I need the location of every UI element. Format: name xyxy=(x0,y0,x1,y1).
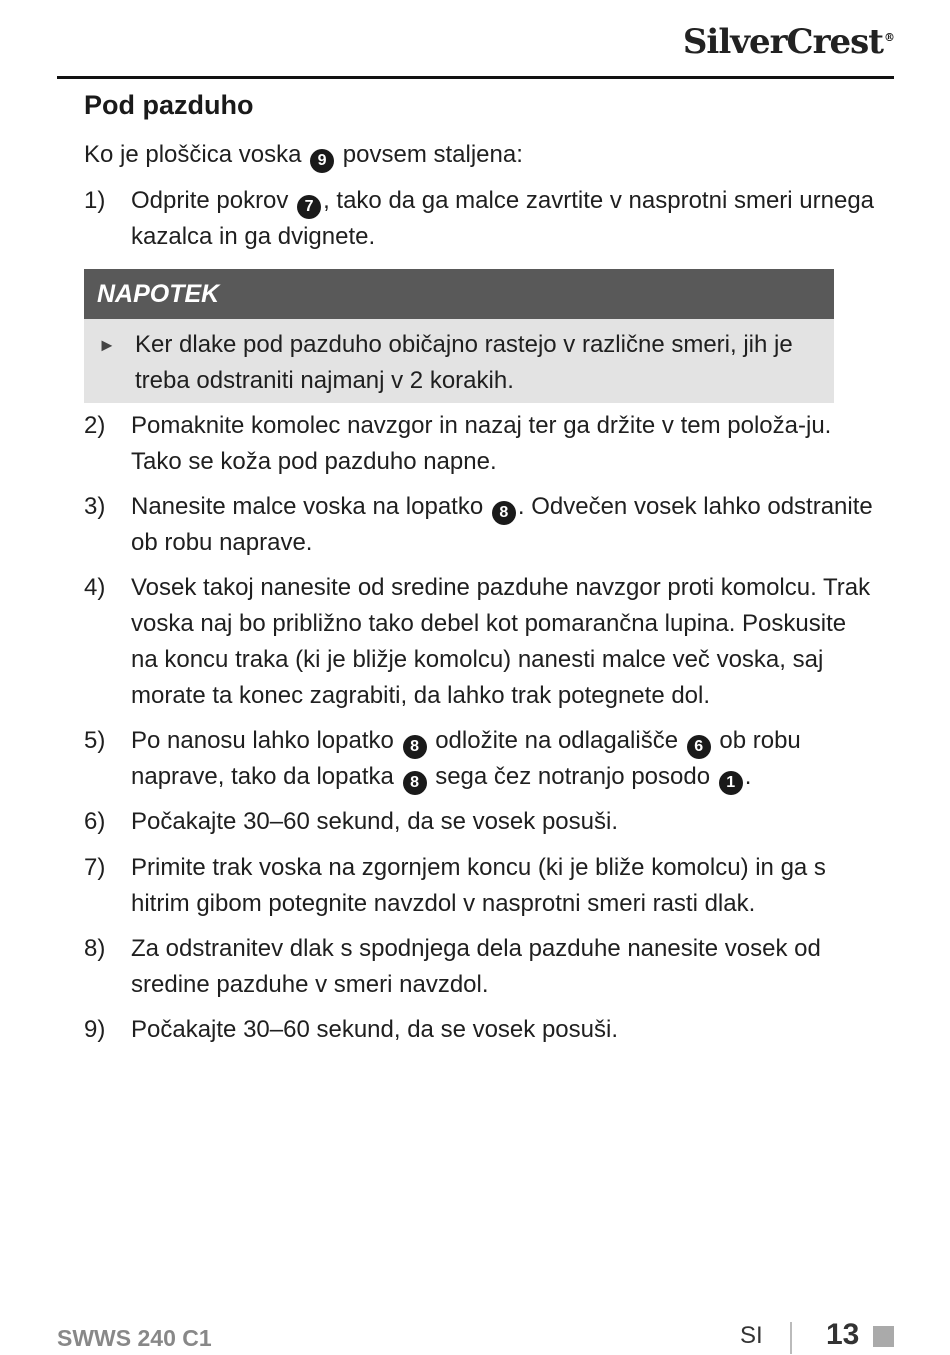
step-text: Nanesite malce voska na lopatko 8 . Odvečen vosek lahko odstranite ob robu naprave. xyxy=(131,493,873,556)
step-number: 5) xyxy=(84,727,106,754)
step-text: Počakajte 30–60 sekund, da se vosek posuši. xyxy=(131,1016,618,1043)
bullet-arrow-icon: ► xyxy=(98,335,116,355)
header-rule xyxy=(57,76,894,79)
step-number: 7) xyxy=(84,854,106,881)
ref-badge-6: 6 xyxy=(687,735,711,759)
step-number: 3) xyxy=(84,493,106,520)
step-6 xyxy=(84,804,874,840)
page-number: 13 xyxy=(826,1318,860,1351)
step-5 xyxy=(84,723,874,795)
step-text: Primite trak voska na zgornjem koncu (ki je bliže komolcu) in ga s hitrim gibom potegnite navzdol v nasprotni smeri rasti dlak. xyxy=(131,854,826,917)
step-text: Vosek takoj nanesite od sredine pazduhe navzgor proti komolcu. Trak voska naj bo približno tako debel kot pomarančna lupina. Poskusite na koncu traka (ki je bližje komolcu) nanesti malce več voska, saj morate ta konec zagrabiti, da lahko trak potegnete dol. xyxy=(131,574,871,709)
step-number: 8) xyxy=(84,935,106,962)
step-text: Odprite pokrov 7 , tako da ga malce zavrtite v nasprotni smeri urnega kazalca in ga dvignete. xyxy=(131,187,875,250)
ref-badge-8: 8 xyxy=(403,735,427,759)
registered-mark: ® xyxy=(884,30,894,44)
step-9 xyxy=(84,1012,874,1048)
section-title: Pod pazduho xyxy=(84,90,254,120)
step-text: Pomaknite komolec navzgor in nazaj ter ga držite v tem položa-ju. Tako se koža pod pazduho napne. xyxy=(131,412,832,475)
note-text: Ker dlake pod pazduho običajno rastejo v različne smeri, jih je treba odstraniti najmanj v 2 korakih. xyxy=(135,331,793,394)
step-text: Po nanosu lahko lopatko 8 odložite na odlagališče 6 ob robu naprave, tako da lopatka 8 sega čez notranjo posodo 1 . xyxy=(131,723,874,795)
step-text: Počakajte 30–60 sekund, da se vosek posuši. xyxy=(131,808,618,835)
footer-separator xyxy=(790,1322,792,1354)
note-box xyxy=(84,269,834,403)
step-number: 6) xyxy=(84,808,106,835)
ref-badge-8: 8 xyxy=(403,771,427,795)
step-number: 4) xyxy=(84,574,106,601)
footer-square-icon xyxy=(873,1326,894,1347)
step-number: 9) xyxy=(84,1016,106,1043)
ref-badge-9: 9 xyxy=(310,149,334,173)
step-4 xyxy=(84,570,874,714)
note-body xyxy=(84,319,834,403)
step-number: 2) xyxy=(84,412,106,439)
step-number: 1) xyxy=(84,187,106,214)
ref-badge-1: 1 xyxy=(719,771,743,795)
note-heading: NAPOTEK xyxy=(84,269,834,319)
step-8 xyxy=(84,931,874,1003)
footer-language: SI xyxy=(740,1322,763,1349)
ref-badge-8: 8 xyxy=(492,501,516,525)
step-7 xyxy=(84,850,874,922)
brand-logo: SilverCrest® xyxy=(682,22,894,62)
step-1 xyxy=(84,183,874,255)
step-text: Za odstranitev dlak s spodnjega dela pazduhe nanesite vosek od sredine pazduhe v smeri navzdol. xyxy=(131,935,821,998)
step-3 xyxy=(84,489,874,561)
ref-badge-7: 7 xyxy=(297,195,321,219)
footer-model: SWWS 240 C1 xyxy=(57,1325,212,1351)
step-2 xyxy=(84,408,874,480)
intro-text: Ko je ploščica voska 9 povsem staljena: xyxy=(84,137,523,173)
